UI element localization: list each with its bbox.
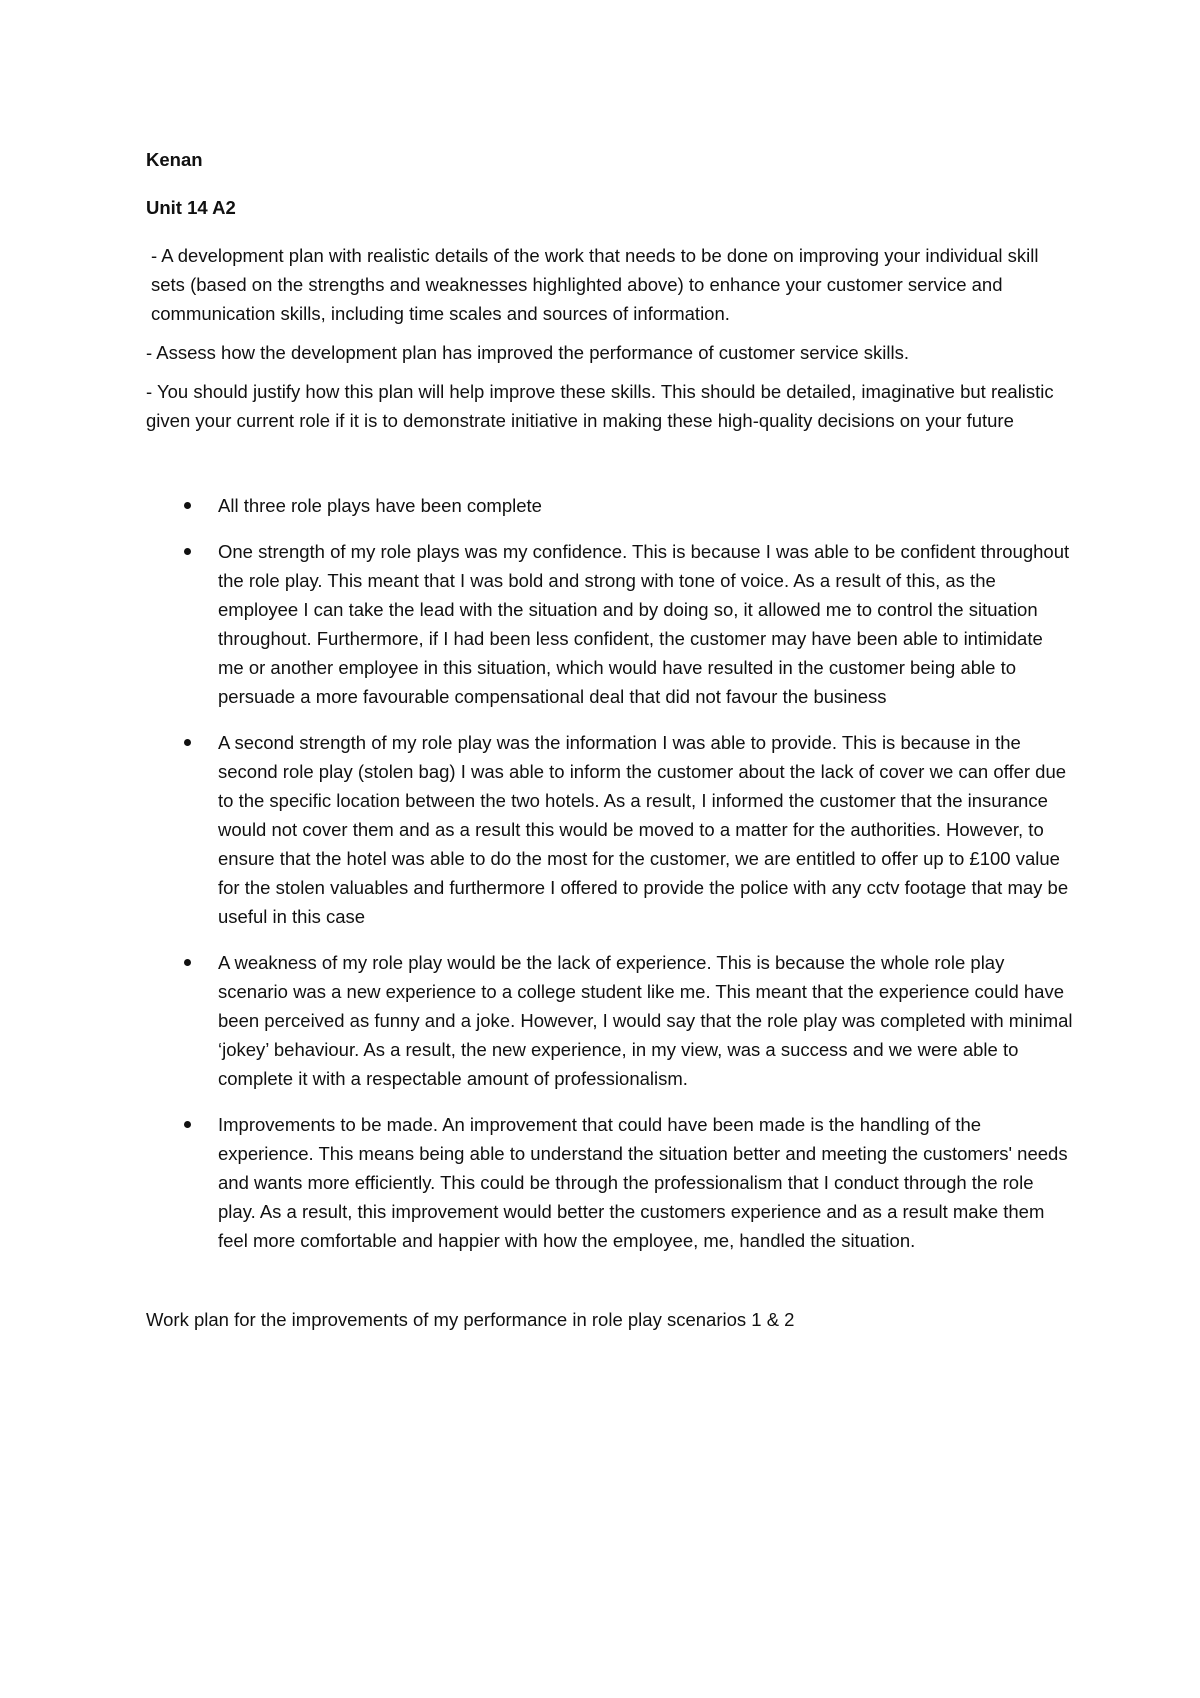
work-plan-title: Work plan for the improvements of my performance in role play scenarios 1 & 2	[146, 1309, 795, 1330]
bullet-icon	[184, 1121, 191, 1128]
brief-paragraph: - Assess how the development plan has improved the performance of customer service skills.	[146, 342, 909, 363]
bullet-icon	[184, 502, 191, 509]
bullet-icon	[184, 739, 191, 746]
bullet-icon	[184, 548, 191, 555]
brief-paragraph: - A development plan with realistic details of the work that needs to be done on improving your individual skill sets (based on the strengths and weaknesses highlighted above) to enhance your customer service and communication skills, including time scales and sources of information.	[151, 245, 1039, 324]
bullet-item	[146, 948, 1076, 1093]
bullet-item	[146, 1110, 1076, 1255]
bullet-list	[146, 491, 1076, 1255]
bullet-text: A second strength of my role play was the information I was able to provide. This is because in the second role play (stolen bag) I was able to inform the customer about the lack of cover we can offer due to the specific location between the two hotels. As a result, I informed the customer that the insurance would not cover them and as a result this would be moved to a matter for the authorities. However, to ensure that the hotel was able to do the most for the customer, we are entitled to offer up to £100 value for the stolen valuables and furthermore I offered to provide the police with any cctv footage that may be useful in this case	[218, 732, 1069, 927]
bullet-text: All three role plays have been complete	[218, 495, 542, 516]
bullet-text: Improvements to be made. An improvement that could have been made is the handling of the experience. This means being able to understand the situation better and meeting the customers' needs and wants more efficiently. This could be through the professionalism that I conduct through the role play. As a result, this improvement would better the customers experience and as a result make them feel more comfortable and happier with how the employee, me, handled the situation.	[218, 1114, 1068, 1251]
bullet-item	[146, 728, 1076, 931]
brief-paragraph: - You should justify how this plan will help improve these skills. This should be detailed, imaginative but realistic given your current role if it is to demonstrate initiative in making these high-quality decisions on your future	[146, 381, 1054, 431]
bullet-text: A weakness of my role play would be the lack of experience. This is because the whole role play scenario was a new experience to a college student like me. This meant that the experience could have been perceived as funny and a joke. However, I would say that the role play was completed with minimal ‘jokey’ behaviour. As a result, the new experience, in my view, was a success and we were able to complete it with a respectable amount of professionalism.	[218, 952, 1073, 1089]
author-name: Kenan	[146, 149, 203, 170]
bullet-item	[146, 491, 1076, 520]
unit-title: Unit 14 A2	[146, 197, 236, 218]
bullet-text: One strength of my role plays was my confidence. This is because I was able to be confident throughout the role play. This meant that I was bold and strong with tone of voice. As a result of this, as the employee I can take the lead with the situation and by doing so, it allowed me to control the situation throughout. Furthermore, if I had been less confident, the customer may have been able to intimidate me or another employee in this situation, which would have resulted in the customer being able to persuade a more favourable compensational deal that did not favour the business	[218, 541, 1070, 707]
document-body	[146, 145, 1076, 1344]
bullet-icon	[184, 959, 191, 966]
bullet-item	[146, 537, 1076, 711]
